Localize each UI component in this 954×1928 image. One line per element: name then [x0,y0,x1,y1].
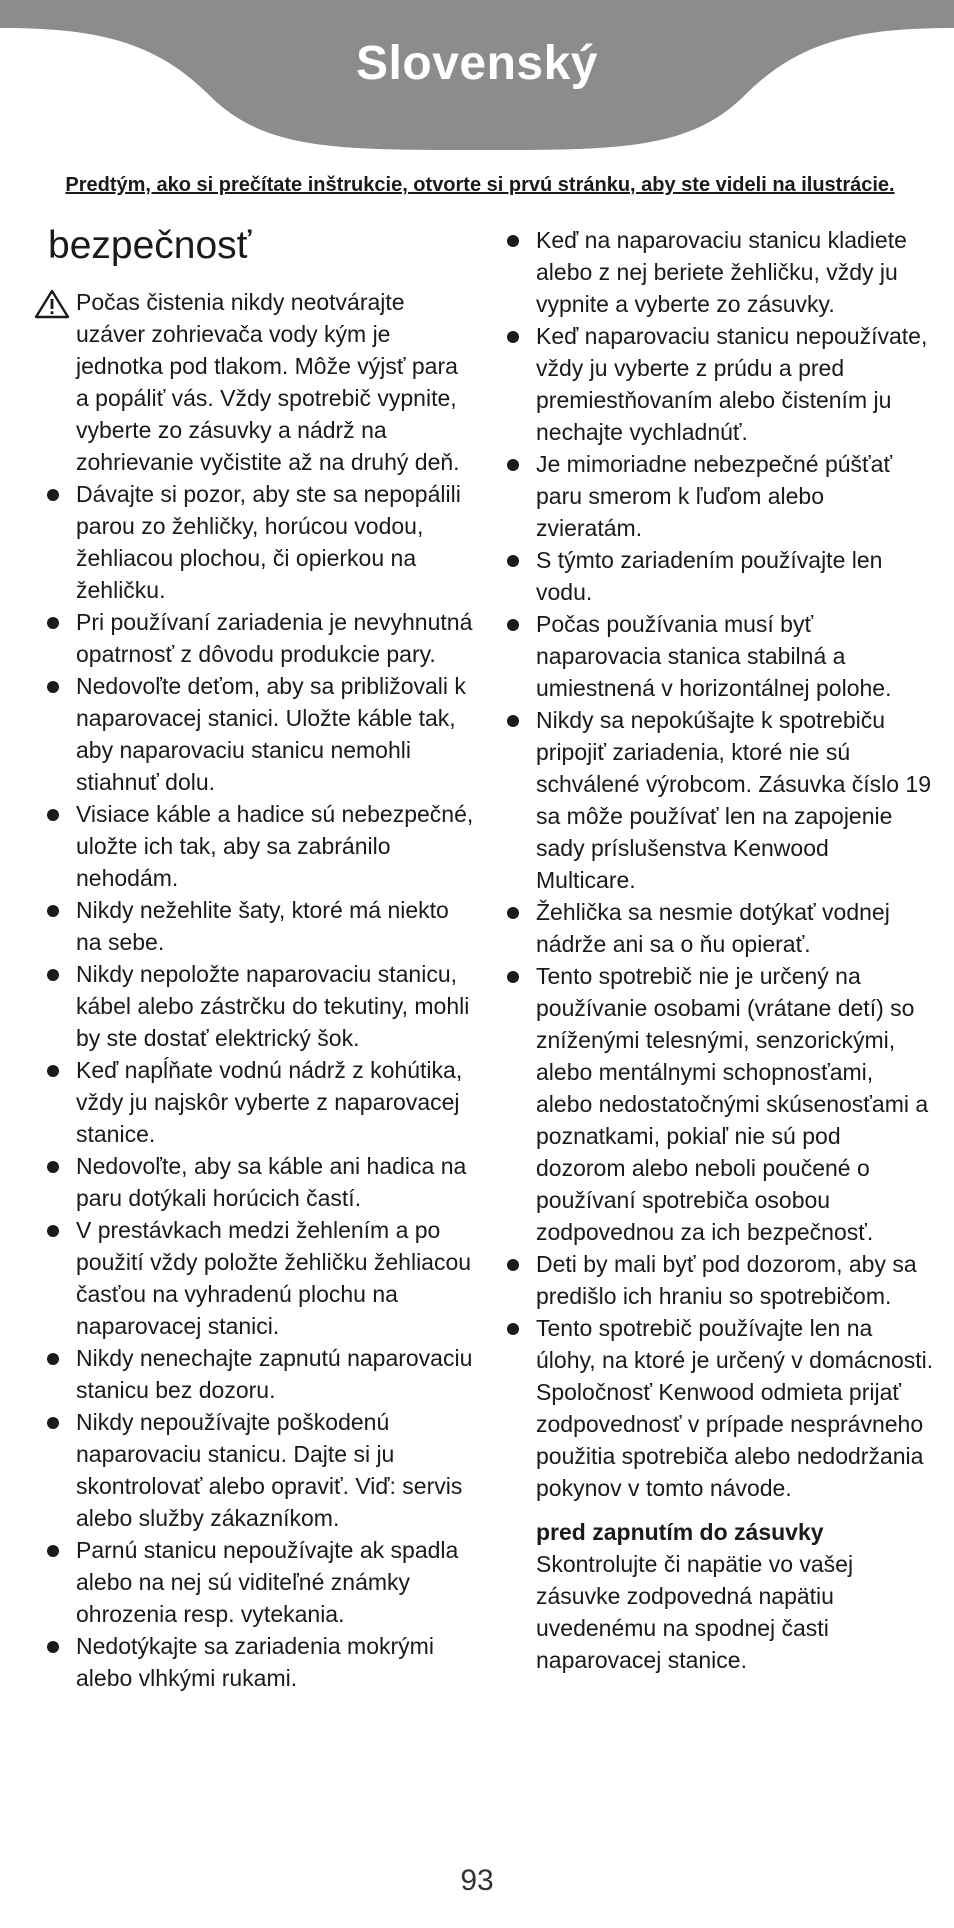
list-item: Nedovoľte deťom, aby sa približovali k naparovacej stanici. Uložte káble tak, aby naparovaciu stanicu nemohli stiahnuť dolu. [34,670,474,798]
warning-triangle-icon [34,289,70,327]
list-item: Žehlička sa nesmie dotýkať vodnej nádrže ani sa o ňu opierať. [494,896,934,960]
list-item: Visiace káble a hadice sú nebezpečné, uložte ich tak, aby sa zabránilo nehodám. [34,798,474,894]
list-item: Tento spotrebič používajte len na úlohy, na ktoré je určený v domácnosti. Spoločnosť Kenwood odmieta prijať zodpovednosť v prípade nesprávneho použitia spotrebiča alebo nedodržania pokynov v tomto návode. [494,1312,934,1504]
warning-text: Počas čistenia nikdy neotvárajte uzáver zohrievača vody kým je jednotka pod tlakom. Môže výjsť para a popáliť vás. Vždy spotrebič vypnite, vyberte zo zásuvky a nádrž na zohrievanie vyčistite až na druhý deň. [76,289,460,475]
page-number: 93 [460,1864,494,1897]
warning-paragraph [34,286,474,478]
safety-list-right [494,224,934,1504]
header-banner [0,0,954,160]
subsection-title: pred zapnutím do zásuvky [536,1519,824,1545]
list-item: Parnú stanicu nepoužívajte ak spadla alebo na nej sú viditeľné známky ohrozenia resp. vytekania. [34,1534,474,1630]
section-title: bezpečnosť [48,224,252,267]
list-item: Nedotýkajte sa zariadenia mokrými alebo vlhkými rukami. [34,1630,474,1694]
list-item: Keď napĺňate vodnú nádrž z kohútika, vždy ju najskôr vyberte z naparovacej stanice. [34,1054,474,1150]
list-item: Nikdy nežehlite šaty, ktoré má niekto na sebe. [34,894,474,958]
safety-list-left [34,478,474,1694]
page-title: Slovenský [356,37,598,90]
list-item: Nikdy nepoložte naparovaciu stanicu, kábel alebo zástrčku do tekutiny, mohli by ste dostať elektrický šok. [34,958,474,1054]
right-column [494,224,934,1676]
left-column [34,224,474,1694]
list-item: Je mimoriadne nebezpečné púšťať paru smerom k ľuďom alebo zvieratám. [494,448,934,544]
list-item: Nikdy sa nepokúšajte k spotrebiču pripojiť zariadenia, ktoré nie sú schválené výrobcom. Zásuvka číslo 19 sa môže používať len na zapojenie sady príslušenstva Kenwood Multicare. [494,704,934,896]
list-item: Tento spotrebič nie je určený na používanie osobami (vrátane detí) so zníženými telesnými, senzorickými, alebo mentálnymi schopnosťami, alebo nedostatočnými skúsenosťami a poznatkami, pokiaľ nie sú pod dozorom alebo neboli poučené o používaní spotrebiča osobou zodpovednou za ich bezpečnosť. [494,960,934,1248]
list-item: Dávajte si pozor, aby ste sa nepopálili parou zo žehličky, horúcou vodou, žehliacou plochou, či opierkou na žehličku. [34,478,474,606]
instruction-notice: Predtým, ako si prečítate inštrukcie, otvorte si prvú stránku, aby ste videli na ilustrácie. [65,174,895,196]
list-item: Nedovoľte, aby sa káble ani hadica na paru dotýkali horúcich častí. [34,1150,474,1214]
list-item: Pri používaní zariadenia je nevyhnutná opatrnosť z dôvodu produkcie pary. [34,606,474,670]
subsection-text: Skontrolujte či napätie vo vašej zásuvke zodpovedná napätiu uvedenému na spodnej časti naparovacej stanice. [536,1551,854,1673]
list-item: Počas používania musí byť naparovacia stanica stabilná a umiestnená v horizontálnej polohe. [494,608,934,704]
list-item: Nikdy nenechajte zapnutú naparovaciu stanicu bez dozoru. [34,1342,474,1406]
list-item: Deti by mali byť pod dozorom, aby sa predišlo ich hraniu so spotrebičom. [494,1248,934,1312]
list-item: S týmto zariadením používajte len vodu. [494,544,934,608]
list-item: Keď na naparovaciu stanicu kladiete alebo z nej beriete žehličku, vždy ju vypnite a vyberte zo zásuvky. [494,224,934,320]
list-item: Keď naparovaciu stanicu nepoužívate, vždy ju vyberte z prúdu a pred premiestňovaním alebo čistením ju nechajte vychladnúť. [494,320,934,448]
list-item: Nikdy nepoužívajte poškodenú naparovaciu stanicu. Dajte si ju skontrolovať alebo opraviť. Viď: servis alebo služby zákazníkom. [34,1406,474,1534]
list-item: V prestávkach medzi žehlením a po použití vždy položte žehličku žehliacou časťou na vyhradenú plochu na naparovacej stanici. [34,1214,474,1342]
